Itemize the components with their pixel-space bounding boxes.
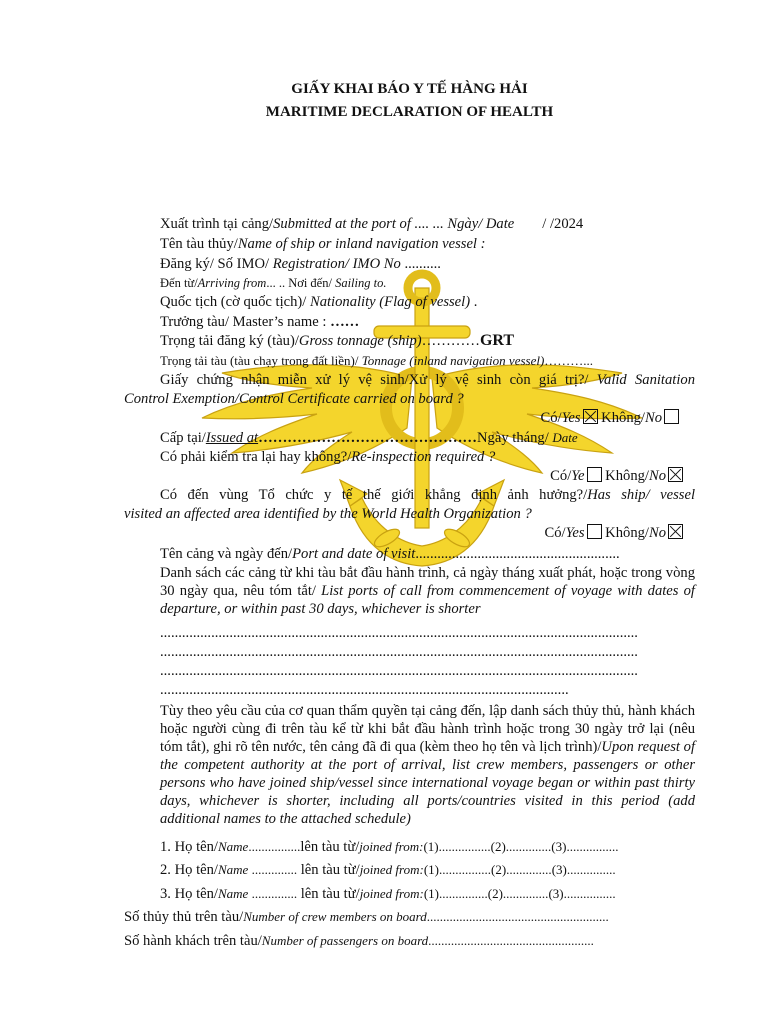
who-no-checkbox[interactable] <box>668 524 683 539</box>
passenger-count-field[interactable]: Số hành khách trên tàu/Number of passengers on board................................................... <box>124 933 594 949</box>
grt-field[interactable]: Trọng tải đăng ký (tàu)/Gross tonnage (ship)…………GRT <box>160 332 515 349</box>
reinspection-yes-checkbox[interactable] <box>587 467 602 482</box>
who-question-cont: visited an affected area identified by the World Health Organization ? <box>124 506 532 522</box>
crew-count-field[interactable]: Số thủy thủ trên tàu/Number of crew members on board........................................................ <box>124 909 609 925</box>
person-row-1[interactable]: 1. Họ tên/Name................lên tàu từ/joined from:(1)................(2)..............(3)................ <box>160 839 619 855</box>
port-field[interactable]: Xuất trình tại cảng/Submitted at the port of .... ... Ngày/ Date / /2024 <box>160 216 584 232</box>
reinspection-no-checkbox[interactable] <box>668 467 683 482</box>
crew-request-paragraph: Tùy theo yêu cầu của cơ quan thẩm quyền tại cảng đến, lập danh sách thủy thủ, hành khách hoặc người cùng đi trên tàu kể từ khi bắt đầu hành trình hoặc trong 30 ngày trở lại (nêu tóm tắt), ghi rõ tên nước, tên cảng đã đi qua (kèm theo họ tên và lịch trình)/Upon request of the competent authority at the port of arrival, list crew members, passengers or other persons who have joined ship/vessel since international voyage began or within past thirty days, whichever is shorter, including all ports/countries visited in this period (add additional names to the attached schedule) <box>160 703 695 827</box>
person-row-2[interactable]: 2. Họ tên/Name .............. lên tàu từ/joined from:(1)................(2)..............(3)............... <box>160 862 616 878</box>
sanitation-no-checkbox[interactable] <box>664 409 679 424</box>
inland-tonnage-field[interactable]: Trọng tải tàu (tàu chạy trong đất liền)/ Tonnage (inland navigation vessel)………... <box>160 353 594 368</box>
reinspection-question: Có phải kiểm tra lại hay không?/Re-inspection required ? <box>160 449 496 465</box>
dot-line-2[interactable]: ................................................................................................................................... <box>160 644 638 660</box>
port-date-field[interactable]: Tên cảng và ngày đến/Port and date of visit........................................................ <box>160 546 620 562</box>
who-answer: Có/Yes Không/No <box>124 524 683 542</box>
person-row-3[interactable]: 3. Họ tên/Name .............. lên tàu từ/joined from:(1)...............(2)..............(3)................ <box>160 886 616 902</box>
who-question: Có đến vùng Tổ chức y tế thế giới khẳng định ảnh hưởng?/Has ship/ vessel <box>160 487 695 503</box>
issued-field[interactable]: Cấp tại/Issued at………………………………………Ngày tháng/ Date <box>160 430 578 446</box>
sanitation-answer: Có/Yes Không/No <box>124 409 679 427</box>
dot-line-4[interactable]: ................................................................................................................ <box>160 682 569 698</box>
nationality-field[interactable]: Quốc tịch (cờ quốc tịch)/ Nationality (Flag of vessel) . <box>160 294 478 310</box>
master-field[interactable]: Trưởng tàu/ Master’s name : …… <box>160 314 360 330</box>
sanitation-question: Giấy chứng nhận miễn xử lý vệ sinh/Xử lý vệ sinh còn giá trị?/ Valid Sanitation <box>160 372 695 388</box>
dot-line-1[interactable]: ................................................................................................................................... <box>160 625 638 641</box>
reinspection-answer: Có/Ye Không/No <box>124 467 683 485</box>
sanitation-yes-checkbox[interactable] <box>583 409 598 424</box>
ship-name-field[interactable]: Tên tàu thủy/Name of ship or inland navigation vessel : <box>160 236 486 252</box>
who-yes-checkbox[interactable] <box>587 524 602 539</box>
imo-field[interactable]: Đăng ký/ Số IMO/ Registration/ IMO No .......... <box>160 256 441 272</box>
dot-line-3[interactable]: ................................................................................................................................... <box>160 663 638 679</box>
sanitation-question-cont: Control Exemption/Control Certificate carried on board ? <box>124 391 464 407</box>
arriving-field[interactable]: Đến từ/Arriving from... .. Nơi đến/ Sailing to. <box>160 276 387 290</box>
title-vi: GIẤY KHAI BÁO Y TẾ HÀNG HẢI <box>291 81 528 97</box>
ports-list-paragraph: Danh sách các cảng từ khi tàu bắt đầu hành trình, cả ngày tháng xuất phát, hoặc trong vòng 30 ngày qua, nêu tóm tắt/ List ports of call from commencement of voyage with dates of departure, or within past 30 days, whichever is shorter <box>160 565 695 617</box>
title-en: MARITIME DECLARATION OF HEALTH <box>265 104 554 120</box>
